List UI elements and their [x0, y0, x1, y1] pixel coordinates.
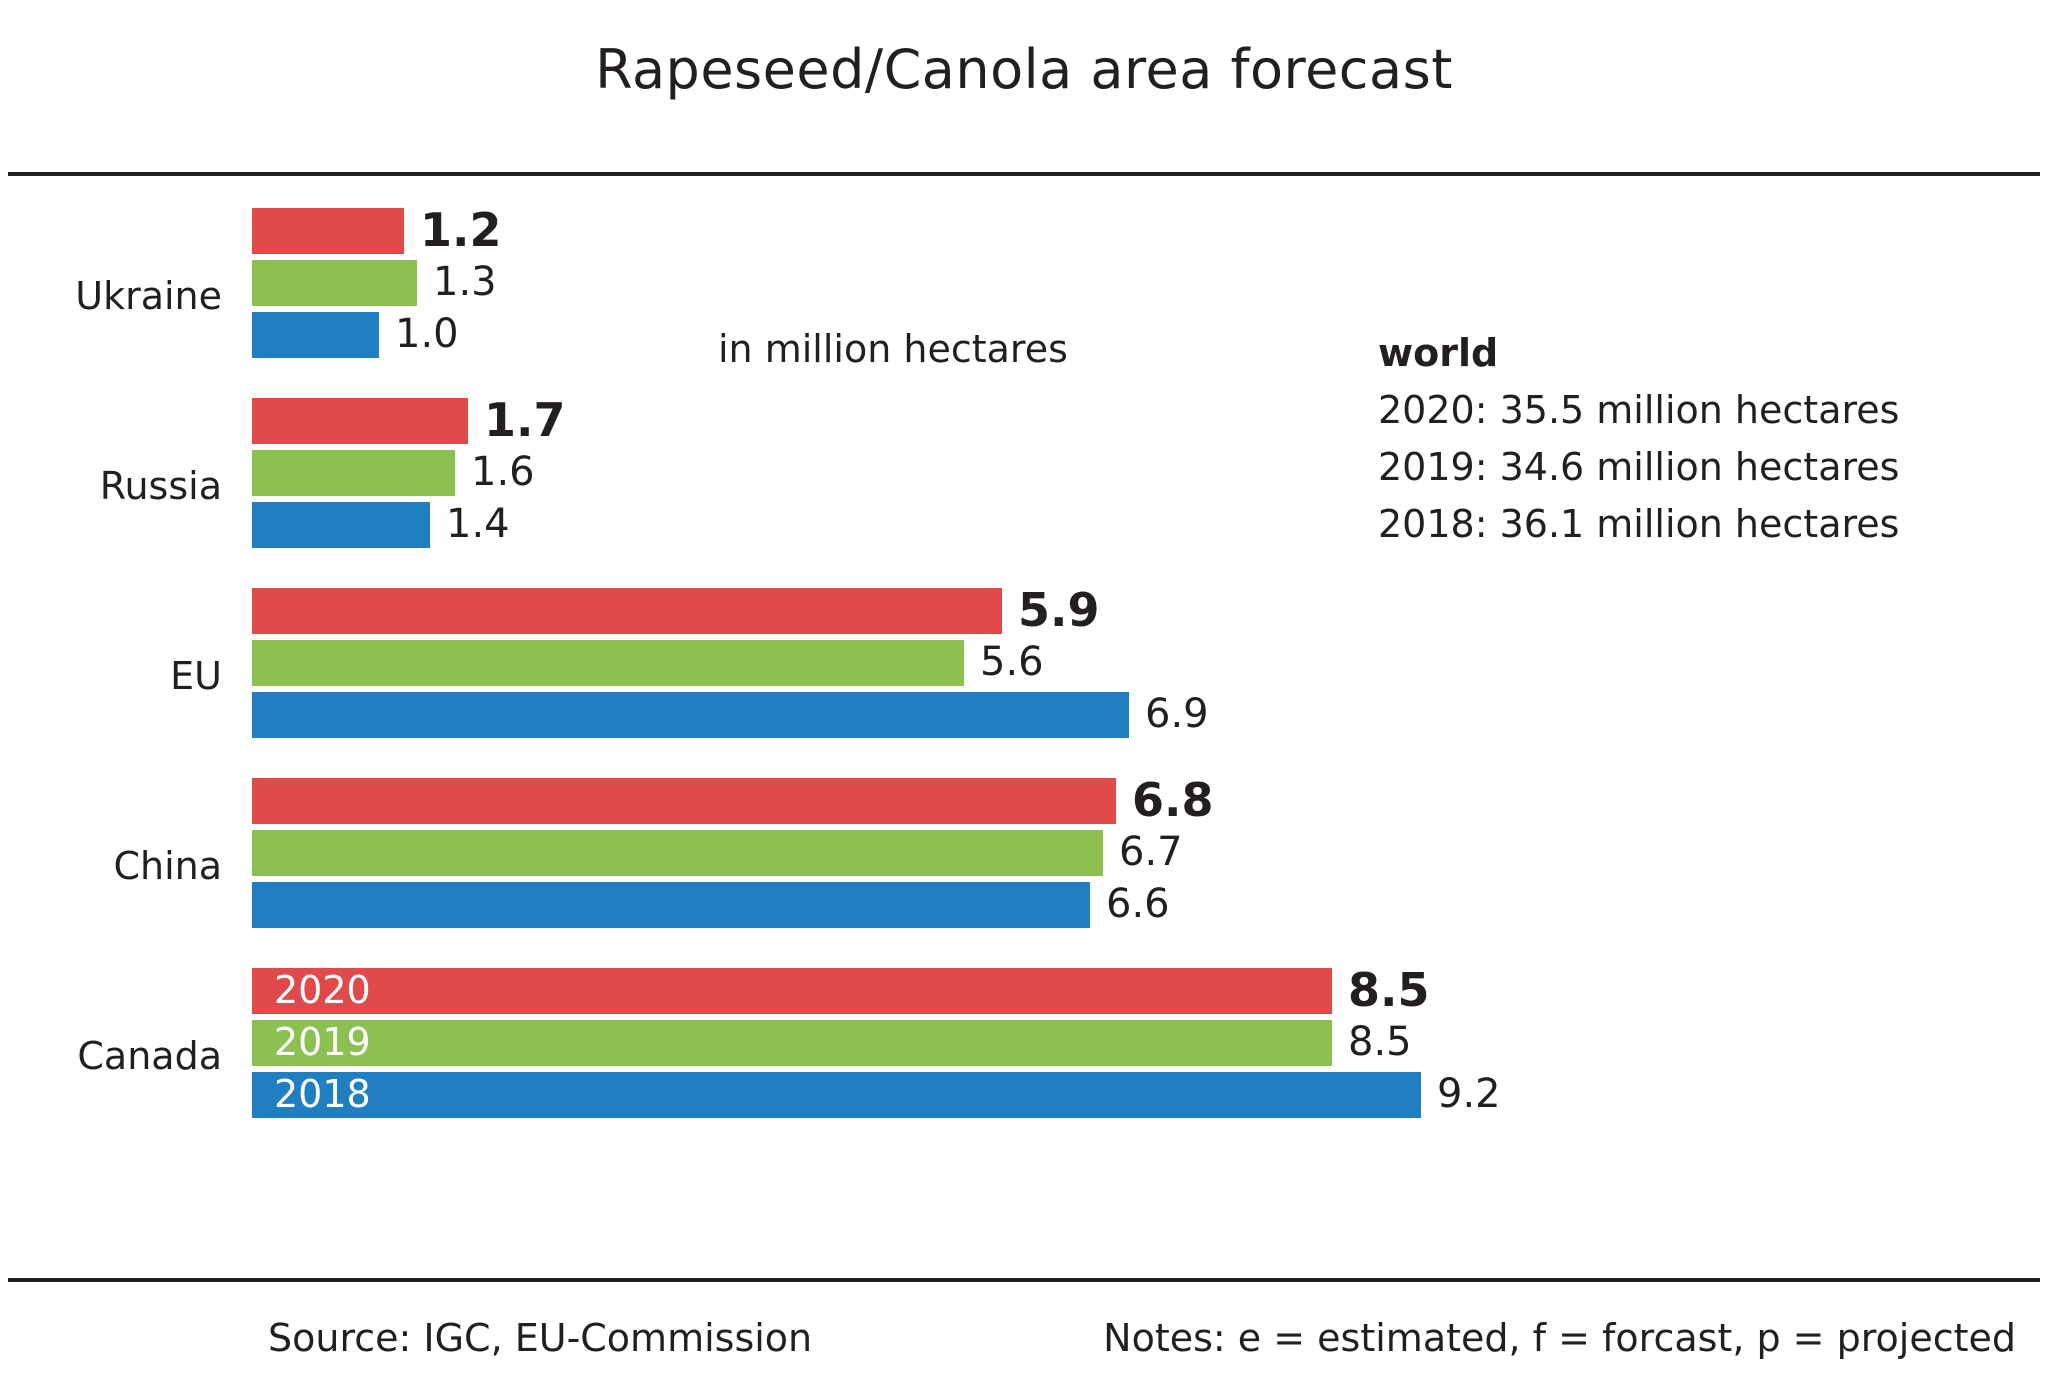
bar-eu-2018[interactable] [252, 692, 1129, 738]
bar-value-eu-2018: 6.9 [1145, 691, 1209, 738]
bar-eu-2020[interactable] [252, 588, 1002, 634]
bar-value-ukraine-2019: 1.3 [433, 259, 497, 306]
bar-ukraine-2018[interactable] [252, 312, 379, 358]
bar-russia-2018[interactable] [252, 502, 430, 548]
bar-ukraine-2020[interactable] [252, 208, 404, 254]
bar-value-canada-2019: 8.5 [1348, 1019, 1412, 1066]
bar-value-russia-2020: 1.7 [484, 392, 566, 447]
world-annotation-line-2018: 2018: 36.1 million hectares [1378, 502, 1900, 546]
category-label-russia: Russia [99, 464, 222, 508]
bar-value-ukraine-2020: 1.2 [420, 202, 502, 257]
world-annotation-line-2020: 2020: 35.5 million hectares [1378, 388, 1900, 432]
source-note: Source: IGC, EU-Commission [268, 1316, 813, 1360]
chart-title: Rapeseed/Canola area forecast [595, 38, 1453, 101]
bar-value-eu-2020: 5.9 [1018, 582, 1100, 637]
legend-label-2019: 2019 [274, 1020, 371, 1065]
header-divider [8, 172, 2040, 176]
bar-ukraine-2019[interactable] [252, 260, 417, 306]
bar-value-canada-2018: 9.2 [1437, 1071, 1501, 1118]
bar-eu-2019[interactable] [252, 640, 964, 686]
bar-russia-2020[interactable] [252, 398, 468, 444]
world-annotation-line-2019: 2019: 34.6 million hectares [1378, 445, 1900, 489]
bar-canada-2020[interactable] [252, 968, 1332, 1014]
bar-value-ukraine-2018: 1.0 [395, 311, 459, 358]
units-annotation: in million hectares [718, 327, 1068, 371]
bar-value-china-2019: 6.7 [1119, 829, 1183, 876]
footer-divider [8, 1278, 2040, 1282]
bar-value-russia-2018: 1.4 [446, 501, 510, 548]
bar-china-2018[interactable] [252, 882, 1090, 928]
category-label-canada: Canada [77, 1034, 222, 1078]
bar-china-2019[interactable] [252, 830, 1103, 876]
bar-value-eu-2019: 5.6 [980, 639, 1044, 686]
world-annotation [1378, 325, 1899, 553]
legend-label-2020: 2020 [274, 968, 371, 1013]
bar-russia-2019[interactable] [252, 450, 455, 496]
legend-label-2018: 2018 [274, 1072, 371, 1117]
bar-canada-2019[interactable] [252, 1020, 1332, 1066]
bar-value-canada-2020: 8.5 [1348, 962, 1430, 1017]
bar-value-russia-2019: 1.6 [471, 449, 535, 496]
bar-value-china-2018: 6.6 [1106, 881, 1170, 928]
bar-value-china-2020: 6.8 [1132, 772, 1214, 827]
bar-canada-2018[interactable] [252, 1072, 1421, 1118]
footnote-note: Notes: e = estimated, f = forcast, p = projected [1103, 1316, 2016, 1360]
world-annotation-title: world [1378, 331, 1499, 375]
category-label-china: China [113, 844, 222, 888]
category-label-eu: EU [170, 654, 222, 698]
category-label-ukraine: Ukraine [75, 274, 222, 318]
bar-china-2020[interactable] [252, 778, 1116, 824]
